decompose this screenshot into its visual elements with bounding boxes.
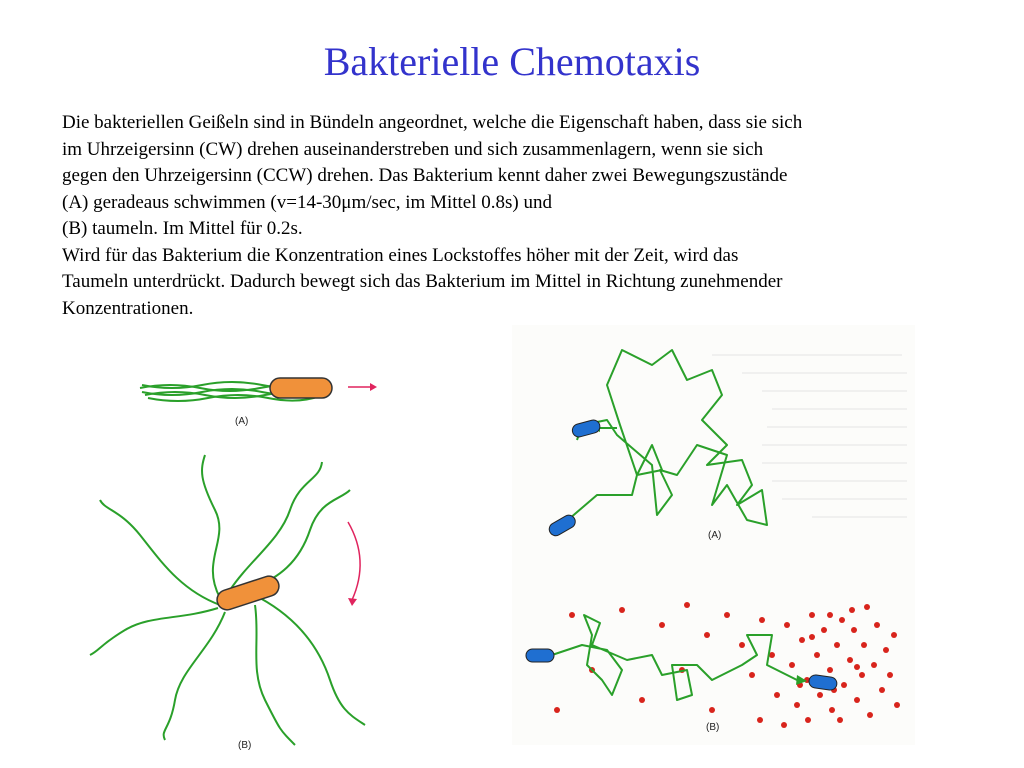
tumble-illustration <box>80 440 380 755</box>
bacterium-body <box>270 378 332 398</box>
attractant-dots <box>554 602 900 728</box>
body-paragraph <box>62 110 962 322</box>
paragraph-line: im Uhrzeigersinn (CW) drehen auseinanderstreben und sich zusammenlagern, wenn sie sich <box>62 138 764 160</box>
paragraph-line: (A) geradeaus schwimmen (v=14-30μm/sec, im Mittel 0.8s) und <box>62 191 552 213</box>
figure-label: (B) <box>706 722 720 733</box>
bacterium-end <box>571 419 601 439</box>
figure-swimming-bundle <box>120 350 390 440</box>
figure-random-walk <box>512 325 915 745</box>
figure-label: (B) <box>238 740 252 751</box>
page-title: Bakterielle Chemotaxis <box>323 39 701 84</box>
bundle-illustration <box>120 350 390 440</box>
figure-label: (A) <box>708 530 722 541</box>
bacterium-start <box>526 649 554 662</box>
paragraph-line: Wird für das Bakterium die Konzentration eines Lockstoffes höher mit der Zeit, wird das <box>62 244 739 266</box>
figure-label: (A) <box>235 416 249 427</box>
rotation-arrow <box>348 522 360 606</box>
bacterium-body <box>214 574 281 613</box>
figure-tumbling <box>80 440 380 755</box>
paragraph-line: Taumeln unterdrückt. Dadurch bewegt sich das Bakterium im Mittel in Richtung zunehmender <box>62 271 783 292</box>
paragraph-line: gegen den Uhrzeigersinn (CCW) drehen. Das Bakterium kennt daher zwei Bewegungszustände <box>62 165 788 186</box>
paragraph-line: Die bakteriellen Geißeln sind in Bündeln angeordnet, welche die Eigenschaft haben, dass sie sich <box>62 112 803 133</box>
biased-walk-path <box>552 615 797 700</box>
paragraph-line: (B) taumeln. Im Mittel für 0.2s. <box>62 218 303 239</box>
bacterium-start <box>547 513 578 538</box>
random-walk-path <box>562 350 767 525</box>
bacterium-end <box>808 674 838 691</box>
paragraph-line: Konzentrationen. <box>62 297 194 319</box>
direction-arrow <box>348 383 377 391</box>
